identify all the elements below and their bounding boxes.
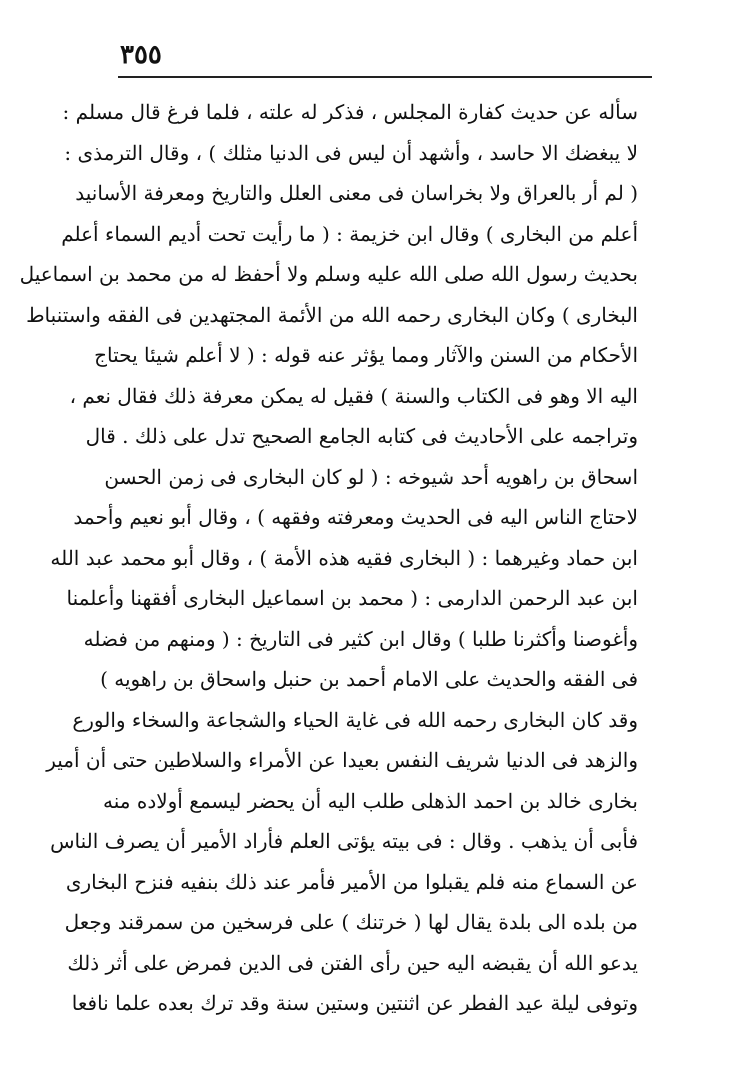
text-line: بحديث رسول الله صلى الله عليه وسلم ولا أحفظ له من محمد بن اسماعيل bbox=[19, 262, 638, 286]
body-text bbox=[19, 92, 638, 1024]
text-line: يدعو الله أن يقبضه اليه حين رأى الفتن فى الدين فمرض على أثر ذلك bbox=[67, 950, 638, 975]
text-line: ( لم أر بالعراق ولا بخراسان فى معنى العلل والتاريخ ومعرفة الأسانيد bbox=[75, 181, 638, 205]
text-line: وتراجمه على الأحاديث فى كتابه الجامع الصحيح تدل على ذلك . قال bbox=[85, 424, 638, 448]
text-line: وأغوصنا وأكثرنا طلبا ) وقال ابن كثير فى التاريخ : ( ومنهم من فضله bbox=[83, 626, 638, 651]
text-line: ابن حماد وغيرهما : ( البخارى فقيه هذه الأمة ) ، وقال أبو محمد عبد الله bbox=[50, 545, 638, 570]
text-line: وتوفى ليلة عيد الفطر عن اثنتين وستين سنة وقد ترك بعده علما نافعا bbox=[71, 991, 638, 1015]
text-line: بخارى خالد بن احمد الذهلى طلب اليه أن يحضر ليسمع أولاده منه bbox=[103, 788, 638, 813]
text-line: والزهد فى الدنيا شريف النفس بعيدا عن الأمراء والسلاطين حتى أن أمير bbox=[46, 748, 638, 772]
text-line: سأله عن حديث كفارة المجلس ، فذكر له علته ، فلما فرغ قال مسلم : bbox=[62, 100, 638, 124]
text-line: البخارى ) وكان البخارى رحمه الله من الأئمة المجتهدين فى الفقه واستنباط bbox=[26, 302, 638, 327]
text-line: اليه الا وهو فى الكتاب والسنة ) فقيل له يمكن معرفة ذلك فقال نعم ، bbox=[69, 383, 638, 408]
text-line: من بلده الى بلدة يقال لها ( خرتنك ) على فرسخين من سمرقند وجعل bbox=[64, 910, 638, 934]
text-line: لا يبغضك الا حاسد ، وأشهد أن ليس فى الدنيا مثلك ) ، وقال الترمذى : bbox=[64, 140, 638, 165]
text-line: ابن عبد الرحمن الدارمى : ( محمد بن اسماعيل البخارى أفقهنا وأعلمنا bbox=[66, 586, 638, 610]
text-line: الأحكام من السنن والآثار ومما يؤثر عنه قوله : ( لا أعلم شيئا يحتاج bbox=[94, 343, 638, 367]
page-number: ٣٥٥ bbox=[120, 40, 162, 70]
text-line: عن السماع منه فلم يقبلوا من الأمير فأمر عند ذلك بنفيه فنزح البخارى bbox=[65, 869, 638, 894]
text-line: وقد كان البخارى رحمه الله فى غاية الحياء والشجاعة والسخاء والورع bbox=[72, 707, 638, 732]
text-line: أعلم من البخارى ) وقال ابن خزيمة : ( ما رأيت تحت أديم السماء أعلم bbox=[61, 221, 638, 246]
text-line: اسحاق بن راهويه أحد شيوخه : ( لو كان البخارى فى زمن الحسن bbox=[104, 464, 638, 489]
text-line: فى الفقه والحديث على الامام أحمد بن حنبل واسحاق بن راهويه ) bbox=[100, 667, 638, 691]
header-rule bbox=[118, 76, 652, 78]
text-line: لاحتاج الناس اليه فى الحديث ومعرفته وفقهه ) ، وقال أبو نعيم وأحمد bbox=[73, 505, 638, 529]
text-line: فأبى أن يذهب . وقال : فى بيته يؤتى العلم فأراد الأمير أن يصرف الناس bbox=[50, 829, 638, 853]
